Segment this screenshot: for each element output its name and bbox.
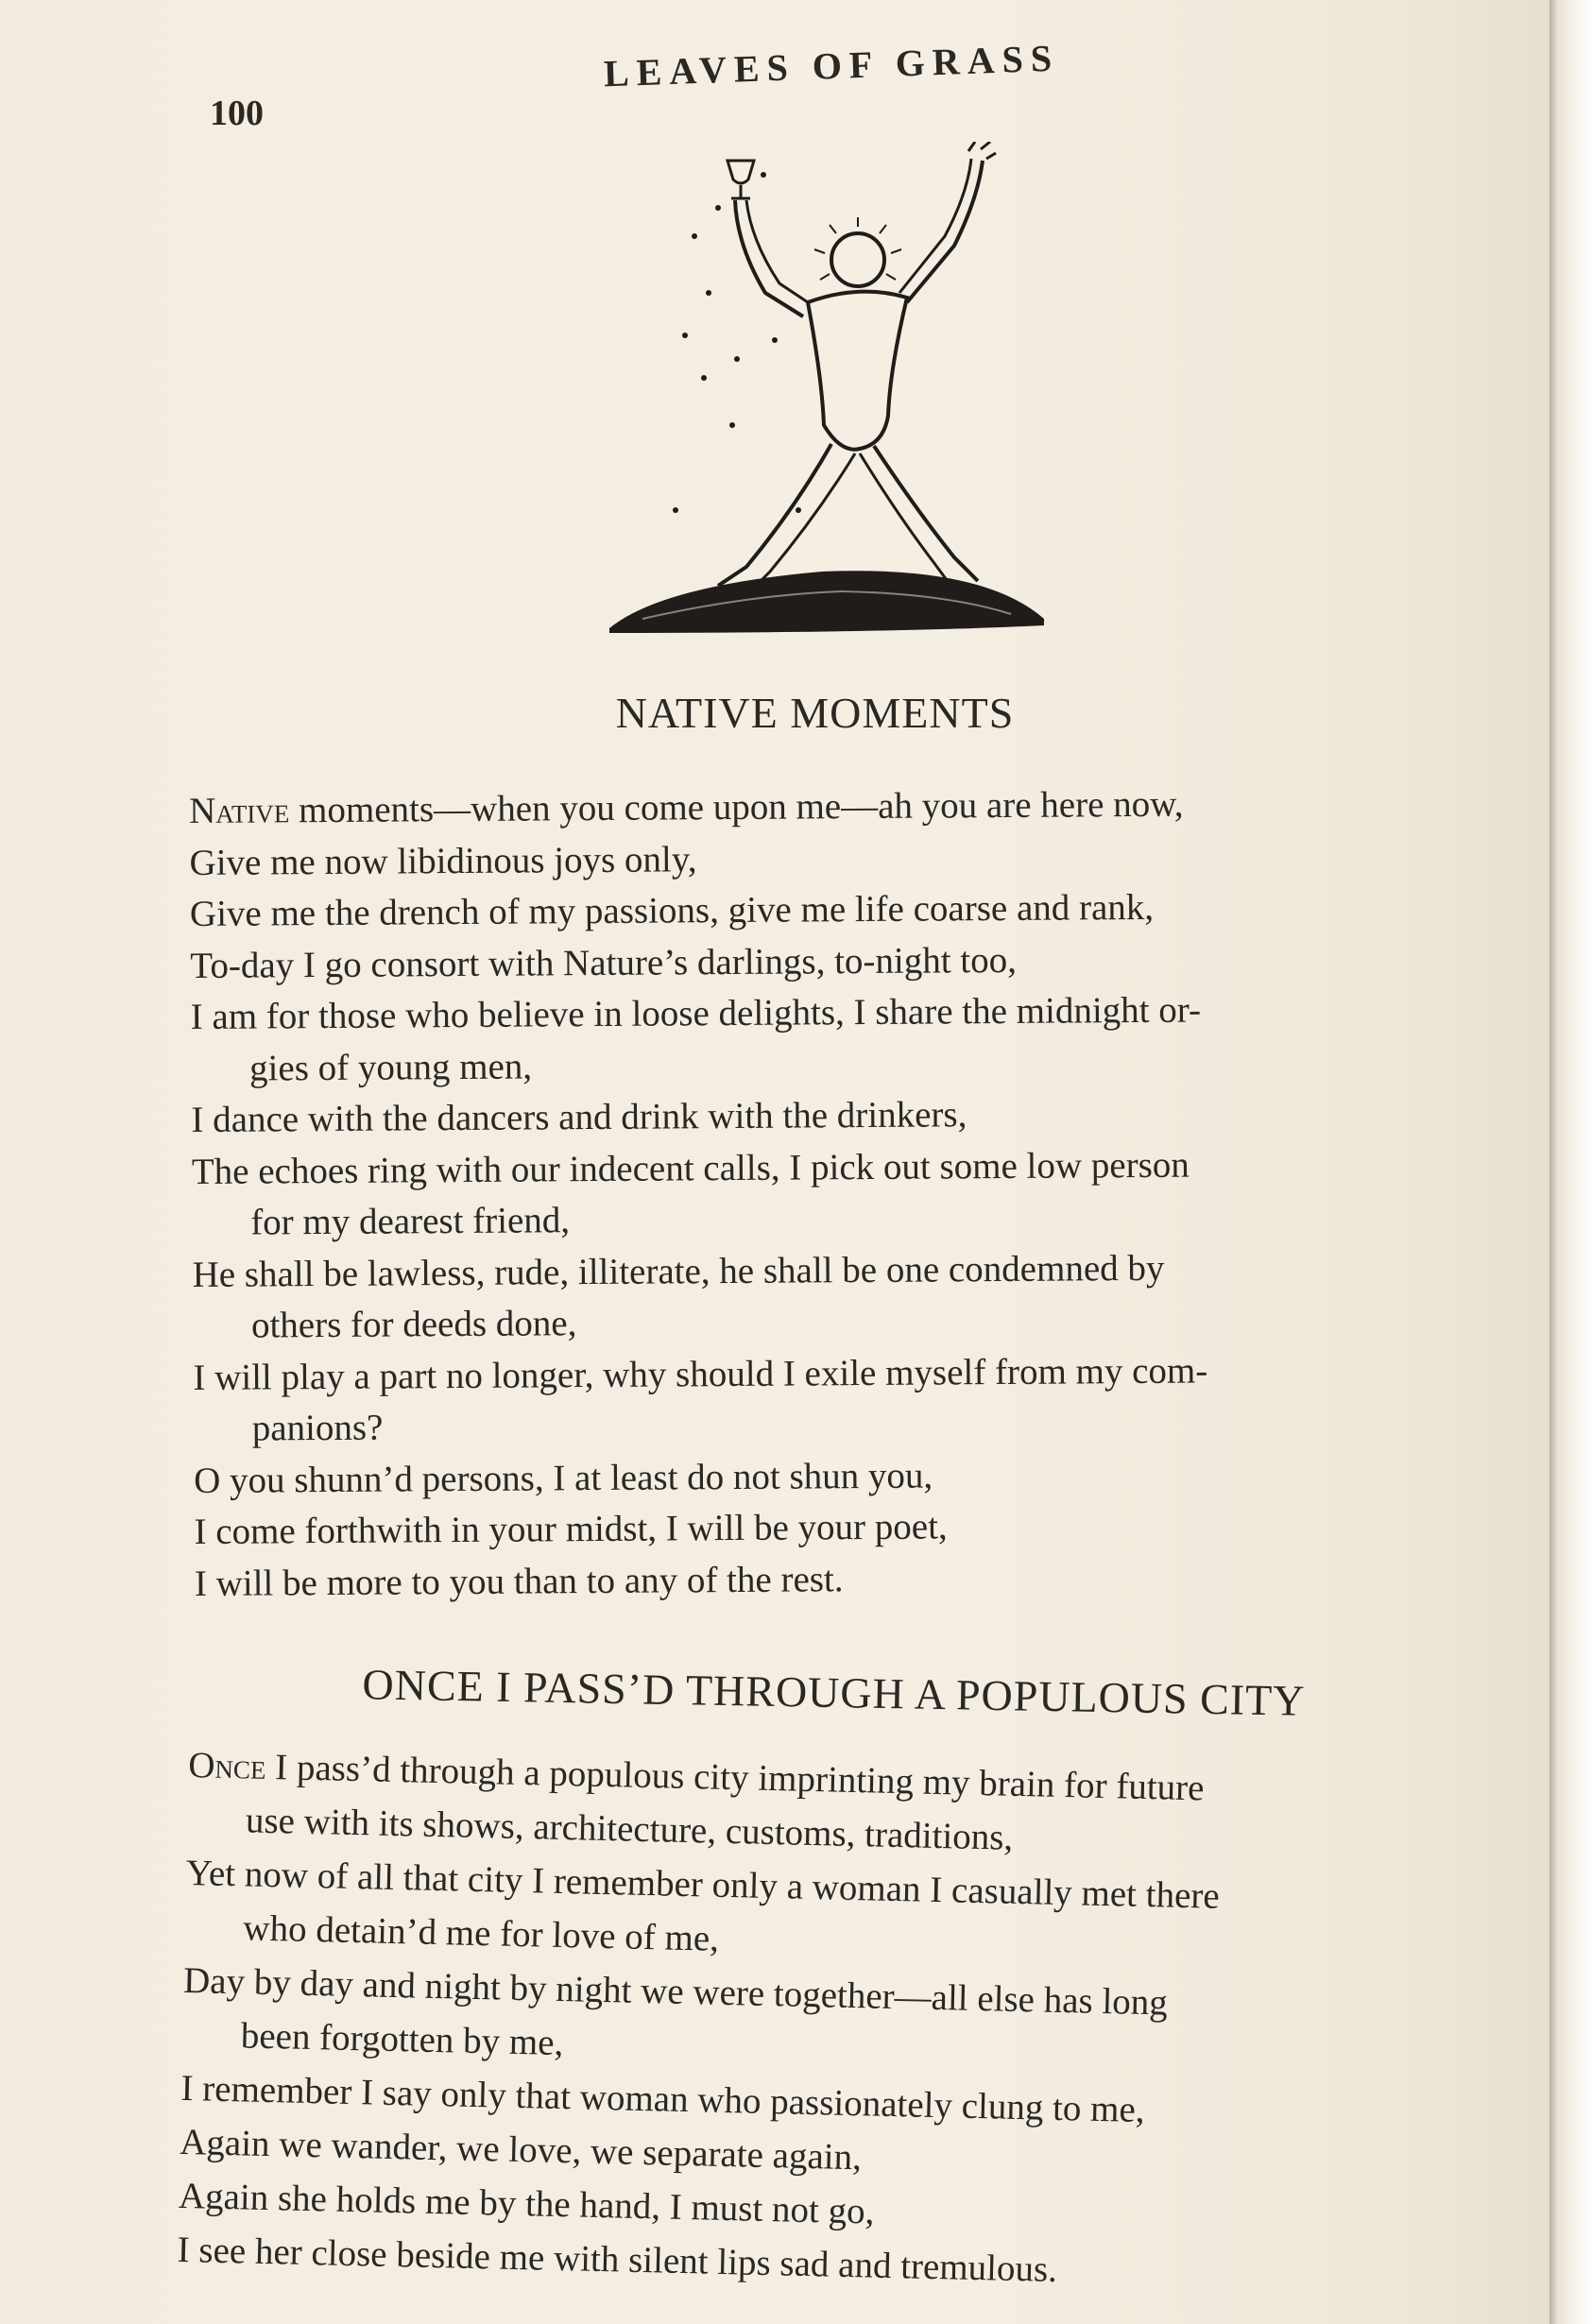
running-title: LEAVES OF GRASS: [603, 36, 1060, 95]
poem-line: He shall be lawless, rude, illiterate, he shall be one condemned by: [192, 1247, 1165, 1295]
poem-line: To-day I go consort with Nature’s darlings, to-night too,: [190, 939, 1018, 986]
poem-title: NATIVE MOMENTS: [615, 689, 1015, 737]
page-number: 100: [210, 94, 264, 133]
poem-line: panions?: [251, 1407, 384, 1449]
poem-line: who detain’d me for love of me,: [242, 1907, 720, 1959]
poem-line: been forgotten by me,: [240, 2015, 564, 2064]
poem-body: [177, 1738, 1493, 2306]
poem-line: O you shunn’d persons, I at least do not shun you,: [193, 1455, 933, 1501]
poem-line: others for deeds done,: [250, 1303, 577, 1346]
opening-word: Native: [189, 790, 290, 831]
poem-line: Day by day and night by night we were together—all else has long: [182, 1959, 1169, 2024]
poem-line: Again we wander, we love, we separate again,: [179, 2121, 863, 2179]
poem-title: ONCE I PASS’D THROUGH A POPULOUS CITY: [362, 1660, 1306, 1725]
poem-line: I see her close beside me with silent lips sad and tremulous.: [177, 2229, 1058, 2290]
poem-line: use with its shows, architecture, customs, traditions,: [245, 1800, 1014, 1858]
poem-line: Give me now libidinous joys only,: [189, 838, 697, 883]
page-edge: [1549, 0, 1592, 2324]
poem-line: Again she holds me by the hand, I must not go,: [178, 2175, 875, 2232]
poem-line: The echoes ring with our indecent calls, I pick out some low person: [191, 1144, 1190, 1192]
line-text: I pass’d through a populous city imprinting my brain for future: [265, 1746, 1205, 1809]
poem-line: I come forthwith in your midst, I will be your poet,: [194, 1506, 948, 1552]
poem-line: for my dearest friend,: [250, 1200, 571, 1243]
poem-line: [189, 777, 1493, 837]
poem-body: [189, 777, 1498, 1610]
poem-line: Give me the drench of my passions, give me life coarse and rank,: [189, 886, 1155, 934]
poem-line: I will be more to you than to any of the rest.: [194, 1558, 844, 1604]
poem-line: I am for those who believe in loose delights, I share the midnight or-: [190, 989, 1202, 1037]
man-with-raised-cup-on-globe-icon: [605, 142, 1049, 642]
poem-line: I dance with the dancers and drink with the drinkers,: [191, 1094, 967, 1140]
poem-line: Yet now of all that city I remember only a woman I casually met there: [185, 1852, 1221, 1917]
poem-line: I will play a part no longer, why should I exile myself from my com-: [193, 1349, 1208, 1398]
poem-line: gies of young men,: [248, 1045, 533, 1089]
line-text: moments—when you come upon me—ah you are here now,: [289, 783, 1184, 831]
opening-word: Once: [187, 1744, 266, 1787]
poem-line: I remember I say only that woman who passionately clung to me,: [180, 2067, 1146, 2131]
